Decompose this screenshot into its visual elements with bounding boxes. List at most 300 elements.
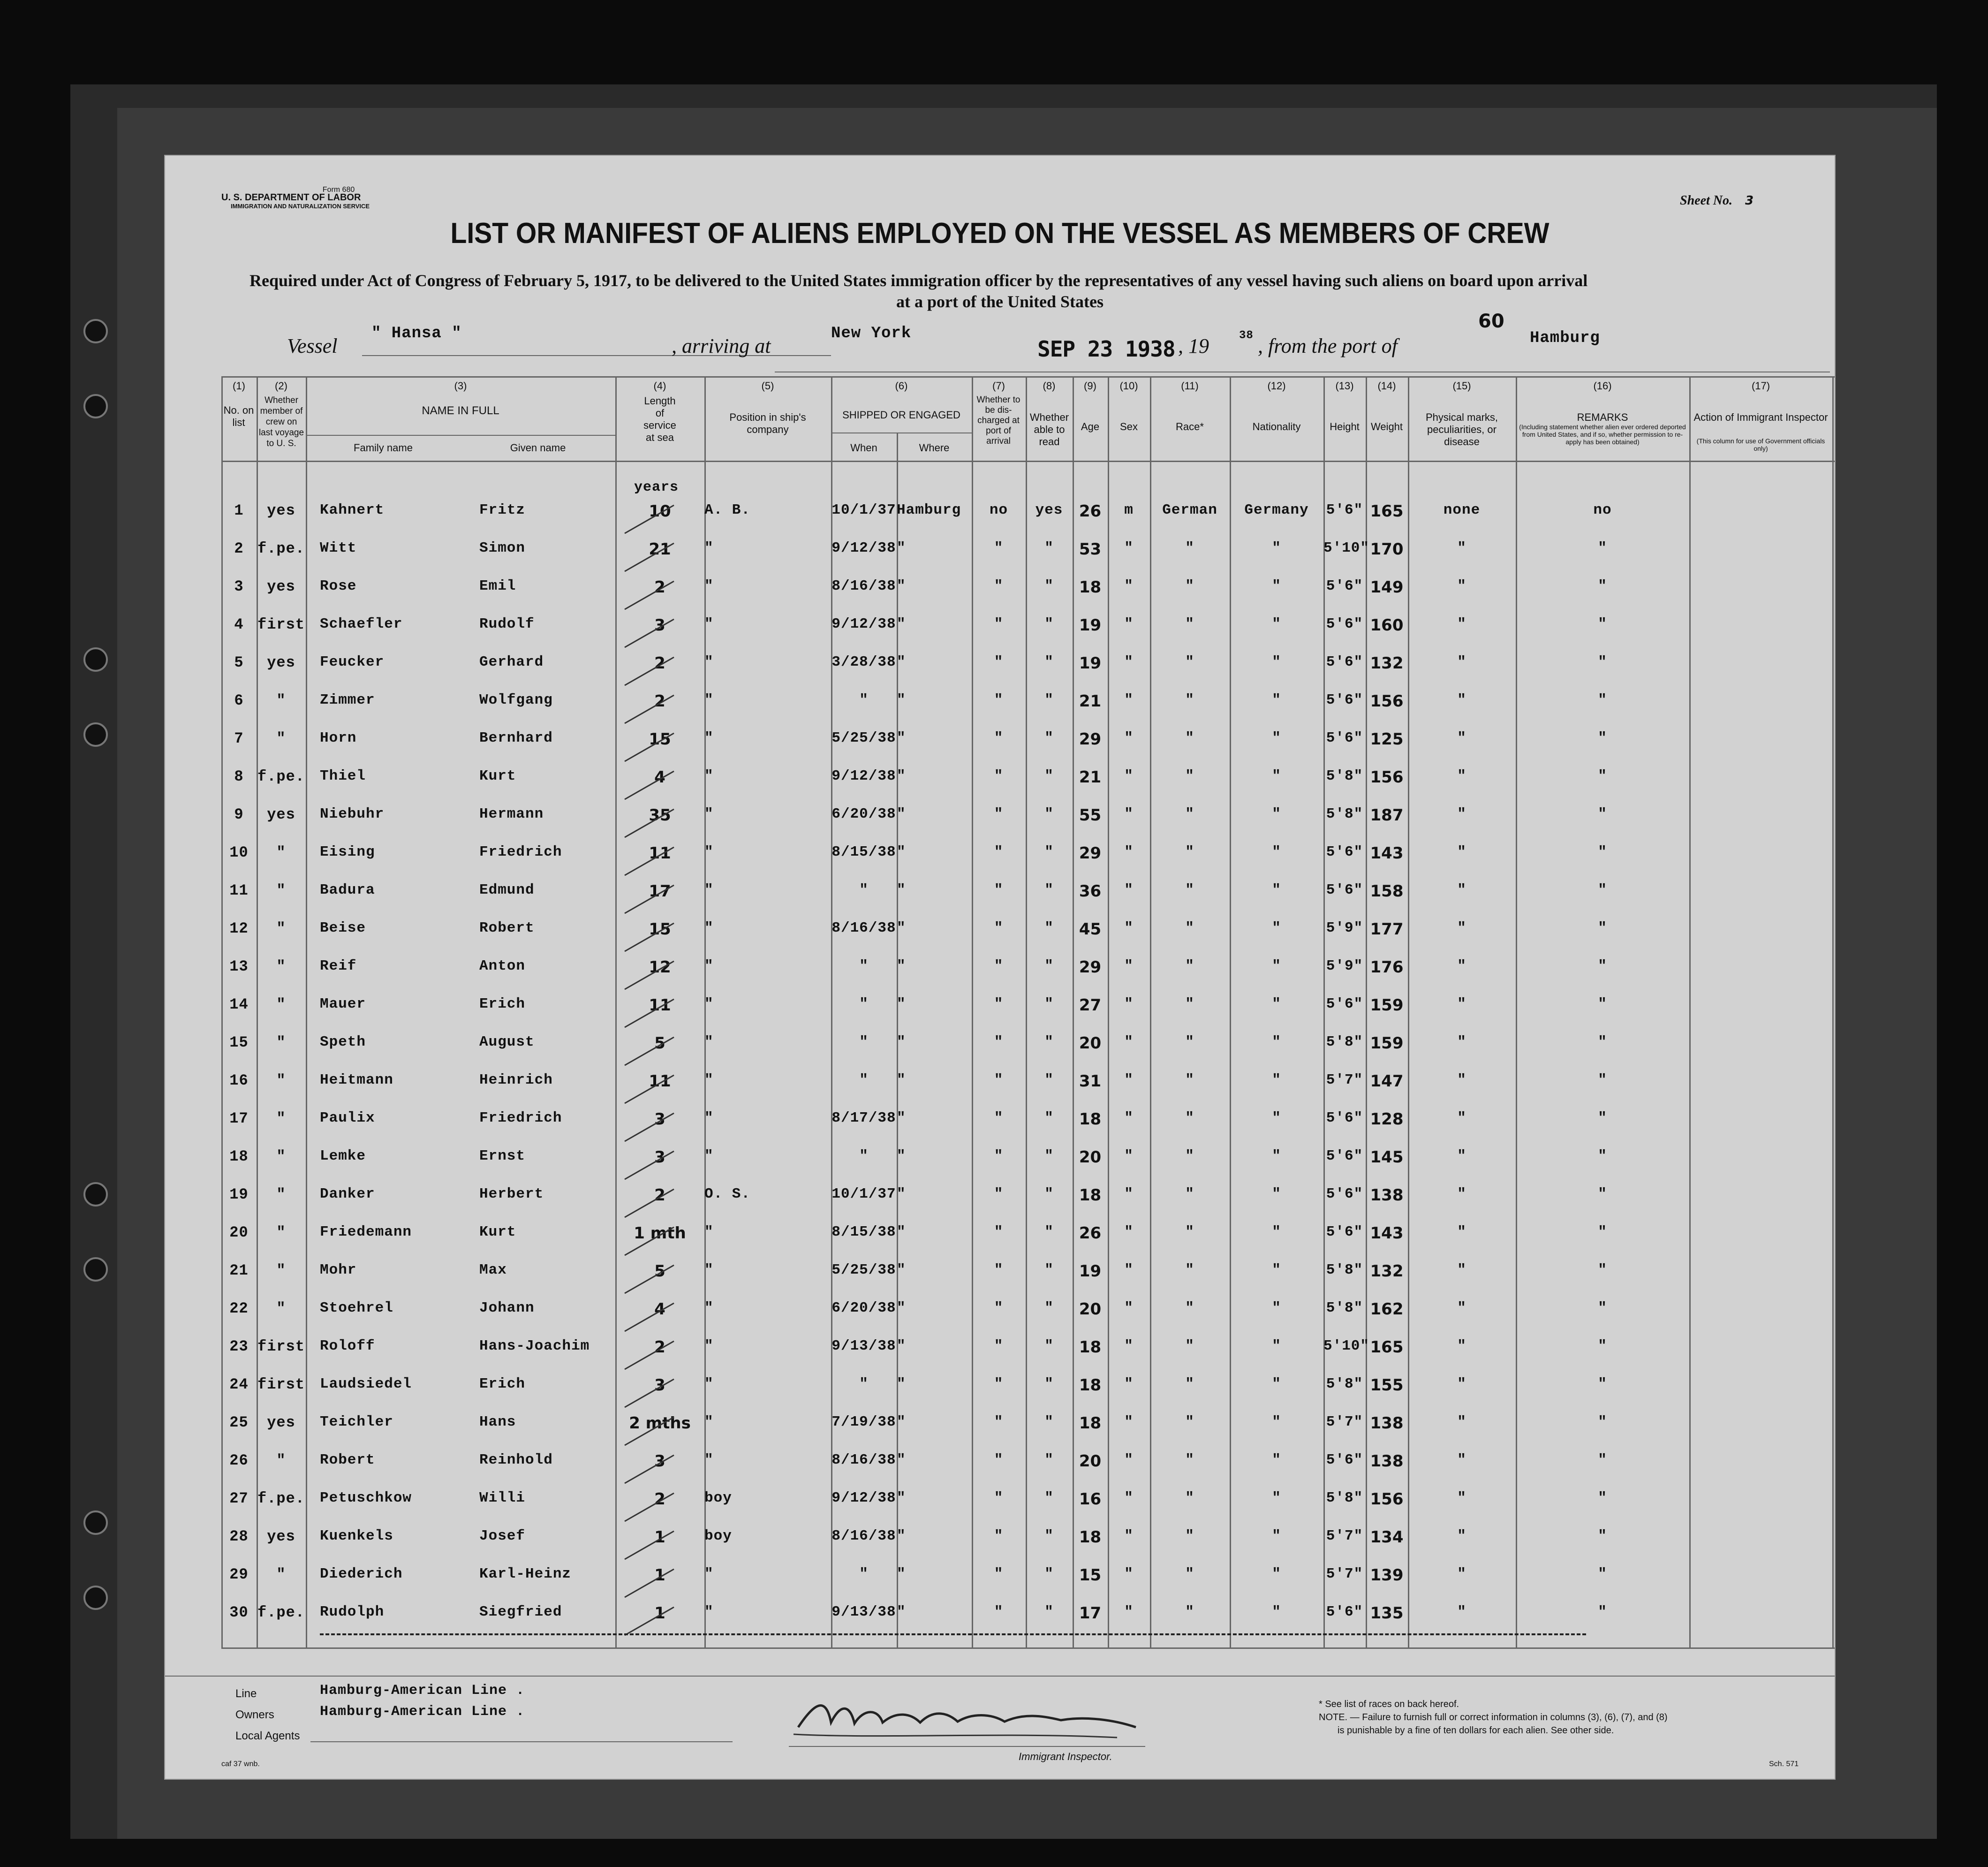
- nationality-cell: ": [1272, 1262, 1281, 1278]
- sex-cell: ": [1124, 882, 1134, 898]
- sex-cell: ": [1124, 1262, 1134, 1278]
- nationality-cell: ": [1272, 1338, 1281, 1354]
- physical-marks-cell: ": [1457, 1566, 1466, 1582]
- physical-marks-cell: none: [1443, 502, 1481, 518]
- race-cell: ": [1185, 578, 1194, 594]
- discharged-cell: ": [994, 654, 1004, 670]
- height-cell: 5'6": [1326, 1186, 1363, 1202]
- race-cell: German: [1162, 502, 1217, 518]
- physical-marks-cell: ": [1457, 730, 1466, 746]
- nationality-cell: ": [1272, 768, 1281, 784]
- race-cell: ": [1185, 1034, 1194, 1050]
- physical-marks-cell: ": [1457, 882, 1466, 898]
- physical-marks-cell: ": [1457, 1186, 1466, 1202]
- header-action-note: (This column for use of Government officials only): [1696, 437, 1825, 452]
- shipped-when-cell: 8/16/38: [831, 920, 896, 936]
- nationality-cell: ": [1272, 844, 1281, 860]
- physical-marks-cell: ": [1457, 806, 1466, 822]
- check-mark-slash: [622, 1149, 679, 1182]
- col-num-12: (12): [1267, 380, 1286, 392]
- table-row: [165, 1258, 1835, 1296]
- physical-marks-cell: ": [1457, 844, 1466, 860]
- remarks-cell: ": [1598, 1452, 1607, 1468]
- table-row: [165, 1068, 1835, 1106]
- physical-marks-cell: ": [1457, 1376, 1466, 1392]
- row-number-cell: 11: [229, 882, 249, 899]
- position-cell: ": [704, 1224, 714, 1240]
- length-of-service-cell: 21: [649, 540, 671, 559]
- age-cell: 45: [1079, 920, 1102, 939]
- check-mark-slash: [622, 921, 679, 954]
- table-row: [165, 1410, 1835, 1448]
- discharged-cell: ": [994, 1034, 1004, 1050]
- nationality-cell: ": [1272, 1034, 1281, 1050]
- check-mark-slash: [622, 1491, 679, 1524]
- footer-rule: [165, 1676, 1835, 1677]
- height-cell: 5'6": [1326, 882, 1363, 898]
- position-cell: ": [704, 540, 714, 556]
- shipped-when-cell: 10/1/37: [831, 502, 896, 518]
- binder-hole: [83, 1586, 108, 1610]
- shipped-when-cell: 5/25/38: [831, 730, 896, 746]
- length-of-service-cell: 3: [654, 1110, 665, 1129]
- document-subtitle-2: at a port of the United States: [896, 292, 1104, 311]
- height-cell: 5'8": [1326, 1262, 1363, 1278]
- physical-marks-cell: ": [1457, 1414, 1466, 1430]
- shipped-when-cell: 9/13/38: [831, 1338, 896, 1354]
- sex-cell: ": [1124, 730, 1134, 746]
- race-cell: ": [1185, 1528, 1194, 1544]
- shipped-where-cell: ": [897, 1376, 906, 1392]
- age-cell: 21: [1079, 692, 1102, 711]
- remarks-cell: ": [1598, 1528, 1607, 1544]
- inspector-label: Immigrant Inspector.: [1019, 1751, 1112, 1762]
- weight-cell: 139: [1370, 1566, 1404, 1585]
- nationality-cell: ": [1272, 1148, 1281, 1164]
- race-cell: ": [1185, 1604, 1194, 1620]
- position-cell: ": [704, 1452, 714, 1468]
- row-number-cell: 2: [234, 540, 244, 557]
- check-mark-slash: [622, 1605, 679, 1638]
- position-cell: ": [704, 958, 714, 974]
- table-row: [165, 726, 1835, 764]
- col-num-4: (4): [653, 380, 666, 392]
- height-cell: 5'8": [1326, 806, 1363, 822]
- remarks-cell: ": [1598, 730, 1607, 746]
- table-row: [165, 1600, 1835, 1638]
- age-cell: 53: [1079, 540, 1102, 559]
- remarks-cell: ": [1598, 1490, 1607, 1506]
- given-name-cell: Anton: [479, 958, 526, 974]
- col-num-17: (17): [1751, 380, 1770, 392]
- position-cell: ": [704, 1566, 714, 1582]
- remarks-cell: ": [1598, 806, 1607, 822]
- header-age: Age: [1081, 421, 1100, 433]
- sex-cell: ": [1124, 1566, 1134, 1582]
- table-row: [165, 1182, 1835, 1220]
- nationality-cell: ": [1272, 1452, 1281, 1468]
- discharged-cell: ": [994, 1566, 1004, 1582]
- shipped-when-cell: 8/17/38: [831, 1110, 896, 1126]
- binder-hole: [83, 394, 108, 418]
- family-name-cell: Witt: [320, 540, 357, 556]
- able-to-read-cell: ": [1044, 1376, 1054, 1392]
- remarks-cell: ": [1598, 1414, 1607, 1430]
- remarks-cell: ": [1598, 1072, 1607, 1088]
- table-row: [165, 802, 1835, 840]
- form-number: Form 680: [322, 186, 355, 194]
- height-cell: 5'6": [1326, 692, 1363, 708]
- position-cell: ": [704, 1072, 714, 1088]
- physical-marks-cell: ": [1457, 1490, 1466, 1506]
- check-mark-slash: [622, 1377, 679, 1410]
- race-cell: ": [1185, 1566, 1194, 1582]
- header-nationality: Nationality: [1252, 421, 1301, 433]
- list-number: 60: [1478, 311, 1504, 332]
- vessel-name: " Hansa ": [371, 325, 462, 342]
- nationality-cell: ": [1272, 1186, 1281, 1202]
- sex-cell: ": [1124, 540, 1134, 556]
- height-cell: 5'6": [1326, 1452, 1363, 1468]
- physical-marks-cell: ": [1457, 540, 1466, 556]
- crew-status-cell: ": [276, 882, 286, 899]
- discharged-cell: ": [994, 1338, 1004, 1354]
- race-cell: ": [1185, 692, 1194, 708]
- header-discharged: Whether to be dis-charged at port of arrival: [976, 395, 1020, 446]
- header-able-read: Whether able to read: [1029, 411, 1069, 448]
- shipped-when-cell: 9/12/38: [831, 540, 896, 556]
- able-to-read-cell: ": [1044, 1452, 1054, 1468]
- weight-cell: 176: [1370, 958, 1404, 977]
- height-cell: 5'8": [1326, 1376, 1363, 1392]
- family-name-cell: Diederich: [320, 1566, 403, 1582]
- check-mark-slash: [622, 1225, 679, 1258]
- header-race: Race*: [1176, 421, 1204, 433]
- nationality-cell: ": [1272, 1604, 1281, 1620]
- row-number-cell: 14: [229, 996, 249, 1013]
- remarks-cell: ": [1598, 1148, 1607, 1164]
- check-mark-slash: [622, 959, 679, 992]
- col-num-2: (2): [275, 380, 287, 392]
- height-cell: 5'6": [1326, 654, 1363, 670]
- col-num-1: (1): [233, 380, 245, 392]
- shipped-when-cell: 7/19/38: [831, 1414, 896, 1430]
- physical-marks-cell: ": [1457, 1148, 1466, 1164]
- row-number-cell: 23: [229, 1338, 249, 1355]
- able-to-read-cell: ": [1044, 1034, 1054, 1050]
- table-row: [165, 1296, 1835, 1334]
- height-cell: 5'7": [1326, 1072, 1363, 1088]
- remarks-cell: ": [1598, 1300, 1607, 1316]
- shipped-when-cell: 5/25/38: [831, 1262, 896, 1278]
- age-cell: 18: [1079, 1110, 1102, 1129]
- sex-cell: ": [1124, 1528, 1134, 1544]
- family-name-cell: Teichler: [320, 1414, 393, 1430]
- shipped-when-cell: 9/13/38: [831, 1604, 896, 1620]
- height-cell: 5'8": [1326, 1490, 1363, 1506]
- sex-cell: ": [1124, 616, 1134, 632]
- table-row: [165, 1220, 1835, 1258]
- crew-status-cell: yes: [267, 654, 295, 671]
- weight-cell: 165: [1370, 502, 1404, 521]
- age-cell: 16: [1079, 1490, 1102, 1509]
- crew-status-cell: yes: [267, 1414, 295, 1431]
- able-to-read-cell: ": [1044, 1528, 1054, 1544]
- row-number-cell: 3: [234, 578, 244, 595]
- discharged-cell: ": [994, 1300, 1004, 1316]
- row-number-cell: 19: [229, 1186, 249, 1203]
- height-cell: 5'8": [1326, 768, 1363, 784]
- family-name-cell: Niebuhr: [320, 806, 385, 822]
- family-name-cell: Robert: [320, 1452, 375, 1468]
- weight-cell: 156: [1370, 768, 1404, 787]
- family-name-cell: Reif: [320, 958, 357, 974]
- discharged-cell: ": [994, 1528, 1004, 1544]
- age-cell: 19: [1079, 654, 1102, 673]
- family-name-cell: Speth: [320, 1034, 366, 1050]
- discharged-cell: ": [994, 1148, 1004, 1164]
- length-of-service-cell: 11: [649, 1072, 671, 1091]
- discharged-cell: ": [994, 578, 1004, 594]
- physical-marks-cell: ": [1457, 578, 1466, 594]
- shipped-when-cell: 3/28/38: [831, 654, 896, 670]
- weight-cell: 156: [1370, 1490, 1404, 1509]
- shipped-when-cell: 9/12/38: [831, 768, 896, 784]
- height-cell: 5'6": [1326, 1224, 1363, 1240]
- shipped-where-cell: ": [897, 1338, 906, 1354]
- position-cell: A. B.: [704, 502, 751, 518]
- crew-status-cell: first: [257, 1338, 305, 1355]
- shipped-where-cell: ": [897, 654, 906, 670]
- row-number-cell: 15: [229, 1034, 249, 1051]
- check-mark-slash: [622, 1263, 679, 1296]
- discharged-cell: ": [994, 1110, 1004, 1126]
- binder-hole: [83, 722, 108, 747]
- header-action: Action of Immigrant Inspector: [1693, 411, 1828, 423]
- discharged-cell: ": [994, 958, 1004, 974]
- position-cell: ": [704, 1338, 714, 1354]
- row-number-cell: 20: [229, 1224, 249, 1241]
- given-name-cell: Erich: [479, 1376, 526, 1392]
- able-to-read-cell: ": [1044, 1338, 1054, 1354]
- col-num-10: (10): [1119, 380, 1138, 392]
- race-cell: ": [1185, 654, 1194, 670]
- shipped-where-cell: ": [897, 958, 906, 974]
- header-family-name: Family name: [354, 442, 413, 454]
- row-number-cell: 1: [234, 502, 244, 519]
- family-name-cell: Mauer: [320, 996, 366, 1012]
- check-mark-slash: [622, 503, 679, 536]
- remarks-cell: ": [1598, 1186, 1607, 1202]
- given-name-cell: Karl-Heinz: [479, 1566, 572, 1582]
- shipped-where-cell: ": [897, 1300, 906, 1316]
- age-cell: 29: [1079, 958, 1102, 977]
- header-sex: Sex: [1120, 421, 1138, 433]
- age-cell: 18: [1079, 1414, 1102, 1433]
- able-to-read-cell: ": [1044, 844, 1054, 860]
- weight-cell: 170: [1370, 540, 1404, 559]
- age-cell: 55: [1079, 806, 1102, 825]
- race-cell: ": [1185, 1338, 1194, 1354]
- length-of-service-cell: 15: [649, 920, 671, 939]
- given-name-cell: Hans: [479, 1414, 516, 1430]
- discharged-cell: ": [994, 1414, 1004, 1430]
- sex-cell: ": [1124, 844, 1134, 860]
- length-of-service-cell: 10: [649, 502, 671, 521]
- height-cell: 5'6": [1326, 502, 1363, 518]
- shipped-when-cell: ": [859, 882, 869, 898]
- shipped-where-cell: ": [897, 1528, 906, 1544]
- position-cell: ": [704, 1376, 714, 1392]
- shipped-where-cell: ": [897, 806, 906, 822]
- shipped-when-cell: ": [859, 1072, 869, 1088]
- position-cell: ": [704, 616, 714, 632]
- length-of-service-cell: 3: [654, 1452, 665, 1471]
- physical-marks-cell: ": [1457, 1224, 1466, 1240]
- remarks-cell: ": [1598, 920, 1607, 936]
- weight-cell: 134: [1370, 1528, 1404, 1547]
- discharged-cell: ": [994, 1072, 1004, 1088]
- able-to-read-cell: ": [1044, 1072, 1054, 1088]
- nationality-cell: ": [1272, 996, 1281, 1012]
- weight-cell: 132: [1370, 1262, 1404, 1281]
- position-cell: ": [704, 882, 714, 898]
- family-name-cell: Zimmer: [320, 692, 375, 708]
- length-of-service-cell: 2: [654, 1186, 665, 1205]
- arriving-label: , arriving at: [672, 334, 771, 357]
- shipped-when-cell: ": [859, 958, 869, 974]
- table-row: [165, 992, 1835, 1030]
- given-name-cell: Herbert: [479, 1186, 544, 1202]
- discharged-cell: ": [994, 1186, 1004, 1202]
- shipped-when-cell: 8/15/38: [831, 1224, 896, 1240]
- header-where: Where: [919, 442, 950, 454]
- sex-cell: ": [1124, 1452, 1134, 1468]
- given-name-cell: Siegfried: [479, 1604, 562, 1620]
- given-name-cell: August: [479, 1034, 535, 1050]
- length-of-service-cell: 4: [654, 768, 665, 787]
- remarks-cell: ": [1598, 768, 1607, 784]
- sheet-label: Sheet No.: [1680, 193, 1732, 208]
- shipped-where-cell: ": [897, 1604, 906, 1620]
- crew-status-cell: ": [276, 1566, 286, 1583]
- weight-cell: 156: [1370, 692, 1404, 711]
- position-cell: ": [704, 1110, 714, 1126]
- inspector-line: [789, 1746, 1145, 1747]
- weight-cell: 143: [1370, 844, 1404, 863]
- remarks-cell: ": [1598, 882, 1607, 898]
- discharged-cell: ": [994, 1262, 1004, 1278]
- sheet-number-label: [1680, 193, 1754, 208]
- race-note: * See list of races on back hereof.: [1319, 1699, 1459, 1709]
- nationality-cell: ": [1272, 806, 1281, 822]
- family-name-cell: Mohr: [320, 1262, 357, 1278]
- physical-marks-cell: ": [1457, 1034, 1466, 1050]
- row-number-cell: 7: [234, 730, 244, 747]
- owners-value: Hamburg-American Line .: [320, 1704, 525, 1720]
- local-agents-line: [310, 1741, 733, 1742]
- height-cell: 5'6": [1326, 578, 1363, 594]
- height-cell: 5'7": [1326, 1528, 1363, 1544]
- years-label: years: [634, 479, 679, 495]
- position-cell: boy: [704, 1490, 732, 1506]
- position-cell: ": [704, 806, 714, 822]
- binder-hole: [83, 647, 108, 672]
- crew-status-cell: ": [276, 1452, 286, 1469]
- race-cell: ": [1185, 996, 1194, 1012]
- able-to-read-cell: yes: [1035, 502, 1063, 518]
- shipped-where-cell: ": [897, 1148, 906, 1164]
- position-cell: ": [704, 654, 714, 670]
- row-number-cell: 6: [234, 692, 244, 709]
- col-num-13: (13): [1335, 380, 1354, 392]
- row-number-cell: 29: [229, 1566, 249, 1583]
- shipped-where-cell: ": [897, 1262, 906, 1278]
- position-cell: ": [704, 1414, 714, 1430]
- row-number-cell: 28: [229, 1528, 249, 1545]
- shipped-where-cell: ": [897, 1072, 906, 1088]
- shipped-when-cell: ": [859, 1034, 869, 1050]
- weight-cell: 138: [1370, 1452, 1404, 1471]
- check-mark-slash: [622, 1301, 679, 1334]
- crew-status-cell: first: [257, 616, 305, 633]
- able-to-read-cell: ": [1044, 1262, 1054, 1278]
- table-row: [165, 1372, 1835, 1410]
- age-cell: 29: [1079, 844, 1102, 863]
- table-row: [165, 840, 1835, 878]
- shipped-where-cell: ": [897, 540, 906, 556]
- remarks-cell: ": [1598, 1566, 1607, 1582]
- remarks-cell: ": [1598, 540, 1607, 556]
- length-of-service-cell: 1 mth: [634, 1224, 686, 1243]
- sheet-number: 3: [1745, 194, 1754, 208]
- able-to-read-cell: ": [1044, 692, 1054, 708]
- sex-cell: ": [1124, 1338, 1134, 1354]
- check-mark-slash: [622, 1035, 679, 1068]
- sex-cell: ": [1124, 996, 1134, 1012]
- age-cell: 17: [1079, 1604, 1102, 1623]
- given-name-cell: Erich: [479, 996, 526, 1012]
- nationality-cell: ": [1272, 1566, 1281, 1582]
- sex-cell: ": [1124, 768, 1134, 784]
- crew-status-cell: ": [276, 730, 286, 747]
- height-cell: 5'8": [1326, 1300, 1363, 1316]
- physical-marks-cell: ": [1457, 1604, 1466, 1620]
- given-name-cell: Hermann: [479, 806, 544, 822]
- height-cell: 5'7": [1326, 1566, 1363, 1582]
- physical-marks-cell: ": [1457, 1452, 1466, 1468]
- sex-cell: ": [1124, 578, 1134, 594]
- nationality-cell: ": [1272, 1224, 1281, 1240]
- able-to-read-cell: ": [1044, 958, 1054, 974]
- header-length-service: Length of service at sea: [643, 395, 676, 443]
- family-name-cell: Schaefler: [320, 616, 403, 632]
- weight-cell: 177: [1370, 920, 1404, 939]
- penalty-note-2: is punishable by a fine of ten dollars for each alien. See other side.: [1338, 1725, 1614, 1736]
- physical-marks-cell: ": [1457, 996, 1466, 1012]
- weight-cell: 187: [1370, 806, 1404, 825]
- height-cell: 5'10": [1323, 1338, 1370, 1354]
- departure-port: Hamburg: [1530, 329, 1600, 347]
- sex-cell: ": [1124, 1034, 1134, 1050]
- end-of-list-dashes: [320, 1633, 1586, 1635]
- height-cell: 5'6": [1326, 1110, 1363, 1126]
- given-name-cell: Friedrich: [479, 1110, 562, 1126]
- owners-label: Owners: [235, 1708, 274, 1721]
- family-name-cell: Roloff: [320, 1338, 375, 1354]
- crew-status-cell: ": [276, 844, 286, 861]
- nationality-cell: ": [1272, 1490, 1281, 1506]
